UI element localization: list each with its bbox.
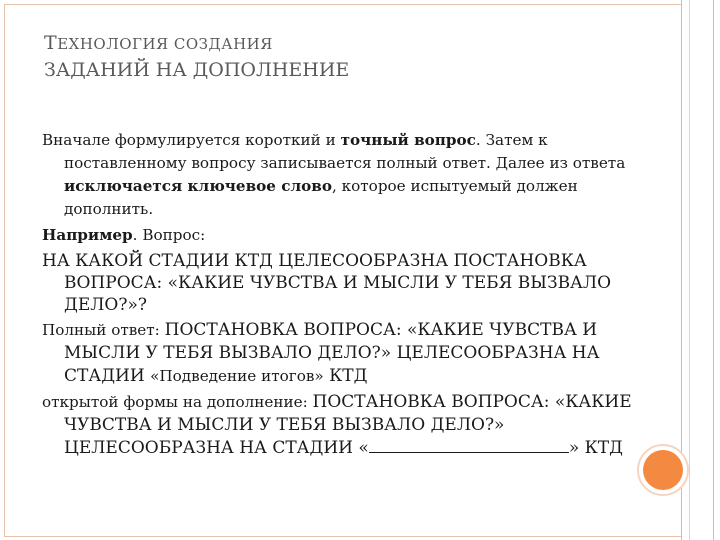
title-line-1: ТЕХНОЛОГИЯ СОЗДАНИЯ [44,32,273,54]
open-form-paragraph: открытой формы на дополнение: ПОСТАНОВКА ВОПРОСА: «КАКИЕ ЧУВСТВА И МЫСЛИ У ТЕБЯ ВЫЗВАЛО ДЕЛО?» ЦЕЛЕСООБРАЗНА НА СТАДИИ « » КТД [42,392,632,458]
decorative-orange-circle [643,450,683,490]
example-label: Например. Вопрос: [42,226,206,244]
slide-side-band-line [689,0,690,540]
question-paragraph: НА КАКОЙ СТАДИИ КТД ЦЕЛЕСООБРАЗНА ПОСТАНОВКА ВОПРОСА: «КАКИЕ ЧУВСТВА И МЫСЛИ У ТЕБЯ ВЫЗВАЛО ДЕЛО?»? [42,251,612,315]
fill-in-blank [369,438,569,453]
full-answer-paragraph: Полный ответ: ПОСТАНОВКА ВОПРОСА: «КАКИЕ ЧУВСТВА И МЫСЛИ У ТЕБЯ ВЫЗВАЛО ДЕЛО?» ЦЕЛЕСООБРАЗНА НА СТАДИИ «Подведение итогов» КТД [42,320,600,386]
title-line-2: ЗАДАНИЙ НА ДОПОЛНЕНИЕ [44,59,350,81]
slide-title [44,32,644,83]
intro-paragraph: Вначале формулируется короткий и точный вопрос. Затем к поставленному вопросу записывается полный ответ. Далее из ответа исключается ключевое слово, которое испытуемый должен дополнить. [42,131,626,218]
slide-body [42,129,642,463]
